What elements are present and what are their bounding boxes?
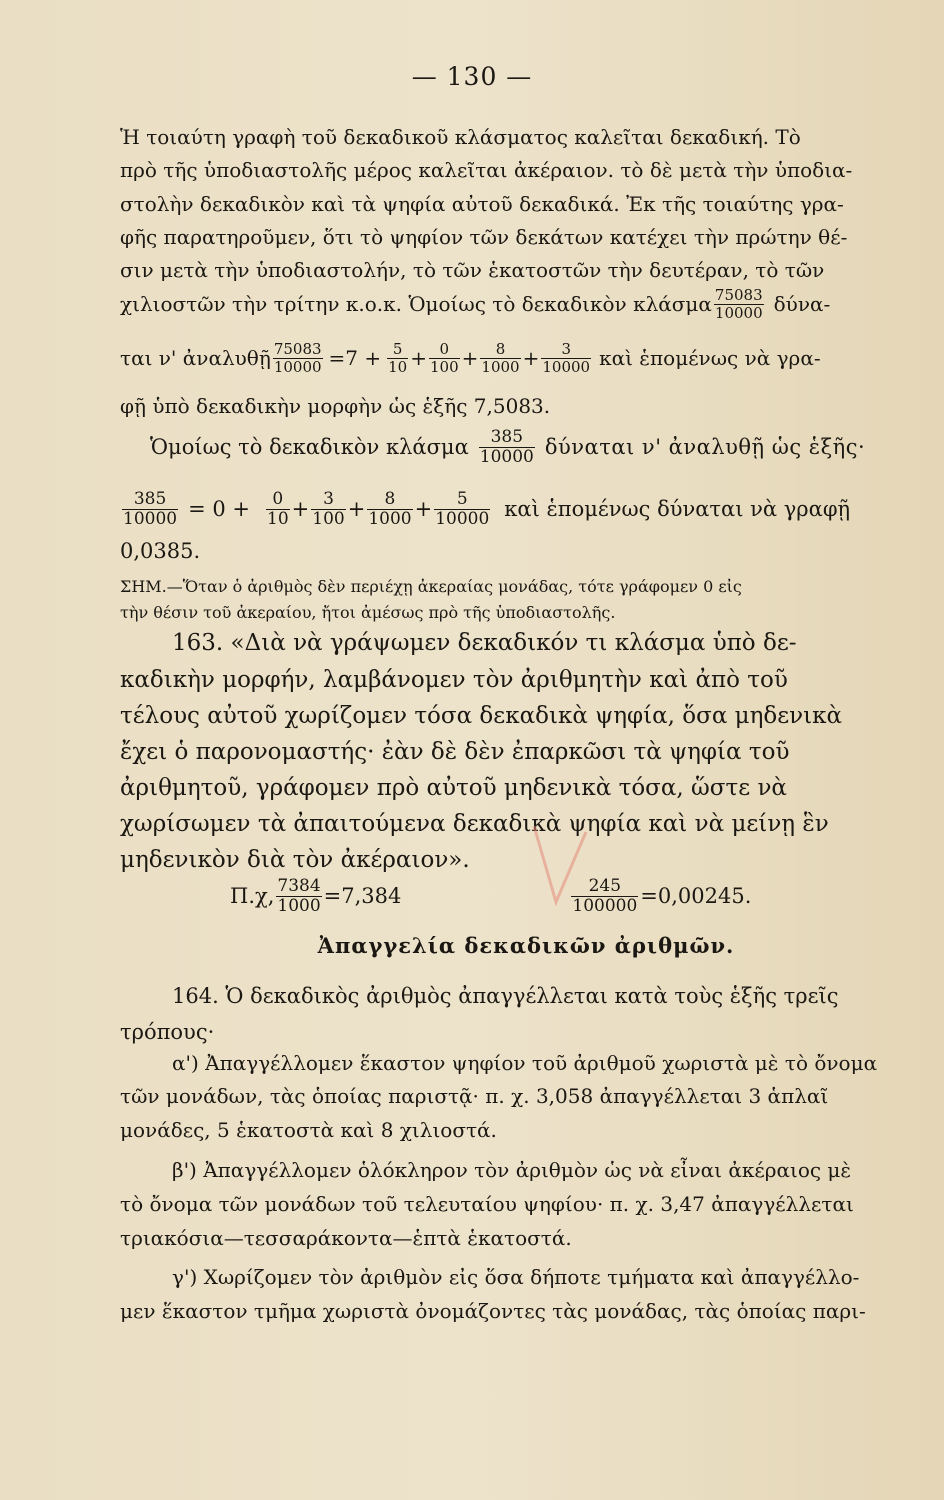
text-line: Ἡ τοιαύτη γραφὴ τοῦ δεκαδικοῦ κλάσματος καλεῖται δεκαδική. Τὸ xyxy=(120,125,801,149)
numerator: 5 xyxy=(392,339,403,358)
text-line: ἔχει ὁ παρονομαστής· ἐὰν δὲ δὲν ἐπαρκῶσι τὰ ψηφία τοῦ xyxy=(120,739,790,765)
numerator: 385 xyxy=(490,426,524,447)
fraction xyxy=(387,341,408,376)
denominator: 100 xyxy=(312,508,345,529)
numerator: 0 xyxy=(439,339,450,358)
fraction xyxy=(480,341,520,376)
note-line: τὴν θέσιν τοῦ ἀκεραίου, ἤτοι ἀμέσως πρὸ τῆς ὑποδιαστολῆς. xyxy=(120,603,616,622)
text-span: δύνα- xyxy=(773,292,831,316)
text-line: πρὸ τῆς ὑποδιαστολῆς μέρος καλεῖται ἀκέραιον. τὸ δὲ μετὰ τὴν ὑποδια- xyxy=(120,158,853,182)
equals-sign: =7 + xyxy=(328,346,382,370)
text-line: τέλους αὐτοῦ χωρίζομεν τόσα δεκαδικὰ ψηφία, ὅσα μηδενικὰ xyxy=(120,703,843,729)
text-line: φῆς παρατηροῦμεν, ὅτι τὸ ψηφίον τῶν δεκάτων κατέχει τὴν πρώτην θέ- xyxy=(120,225,848,249)
denominator: 10 xyxy=(267,508,289,529)
fraction xyxy=(367,490,412,529)
text-span: δύναται ν' ἀναλυθῇ ὡς ἑξῆς· xyxy=(544,435,866,459)
denominator: 100 xyxy=(430,357,459,376)
denominator: 1000 xyxy=(481,357,520,376)
fraction xyxy=(541,341,591,376)
numerator: 8 xyxy=(495,339,506,358)
numerator: 75083 xyxy=(714,285,763,304)
fraction xyxy=(276,877,321,916)
fraction xyxy=(434,490,490,529)
text-line: σιν μετὰ τὴν ὑποδιαστολήν, τὸ τῶν ἑκατοστῶν τὴν δευτέραν, τὸ τῶν xyxy=(120,258,825,282)
text-line: τρόπους· xyxy=(120,1020,215,1044)
text-line-fraction xyxy=(120,422,932,472)
denominator: 10000 xyxy=(542,357,591,376)
fraction xyxy=(714,287,764,322)
plus-sign: + xyxy=(410,346,427,370)
text-span: α') Ἀπαγγέλλομεν ἕκαστον ψηφίον τοῦ ἀριθμοῦ χωριστὰ μὲ τὸ ὄνομα xyxy=(172,1051,878,1075)
page-number: — 130 — xyxy=(411,62,533,91)
numerator: 245 xyxy=(588,875,622,896)
text-span: γ') Χωρίζομεν τὸν ἀριθμὸν εἰς ὅσα δήποτε τμήματα καὶ ἀπαγγέλλο- xyxy=(172,1265,860,1289)
text-line: τριακόσια—τεσσαράκοντα—ἑπτὰ ἑκατοστά. xyxy=(120,1226,572,1250)
fraction xyxy=(479,428,535,467)
plus-sign: + xyxy=(461,346,479,370)
fraction xyxy=(429,341,460,376)
text-line: φῇ ὑπὸ δεκαδικὴν μορφὴν ὡς ἑξῆς 7,5083. xyxy=(120,394,551,418)
equation-line xyxy=(120,484,932,534)
fraction xyxy=(266,490,290,529)
text-line: τῶν μονάδων, τὰς ὁποίας παριστᾷ· π. χ. 3,058 ἀπαγγέλλεται 3 ἁπλαῖ xyxy=(120,1084,829,1108)
text-line xyxy=(120,1264,932,1290)
numerator: 75083 xyxy=(273,339,322,358)
denominator: 10000 xyxy=(435,508,490,529)
text-span: 164. Ὁ δεκαδικὸς ἀριθμὸς ἀπαγγέλλεται κατὰ τοὺς ἑξῆς τρεῖς xyxy=(172,984,839,1008)
text-line: ἀριθμητοῦ, γράφομεν πρὸ αὐτοῦ μηδενικὰ τόσα, ὥστε νὰ xyxy=(120,775,787,801)
text-line xyxy=(120,626,932,660)
plus-sign: + xyxy=(522,346,540,370)
text-span: β') Ἀπαγγέλλομεν ὁλόκληρον τὸν ἀριθμὸν ὡς νὰ εἶναι ἀκέραιος μὲ xyxy=(172,1158,852,1182)
text-span: καὶ ἑπομένως νὰ γρα- xyxy=(599,346,821,370)
result: =7,384 xyxy=(323,884,402,908)
plus-sign: + xyxy=(414,497,433,521)
numerator: 7384 xyxy=(277,875,321,896)
pencil-mark xyxy=(530,820,590,910)
denominator: 10000 xyxy=(714,303,763,322)
text-line: μηδενικὸν διὰ τὸν ἀκέραιον». xyxy=(120,847,470,873)
numerator: 0 xyxy=(272,488,284,509)
text-line xyxy=(120,983,932,1009)
note-line: ΣΗΜ.—Ὅταν ὁ ἀριθμὸς δὲν περιέχῃ ἀκεραίας μονάδας, τότε γράφομεν 0 εἰς xyxy=(120,577,742,596)
example-line xyxy=(120,868,932,924)
text-span: χιλιοστῶν τὴν τρίτην κ.ο.κ. Ὁμοίως τὸ δεκαδικὸν κλάσμα xyxy=(120,292,712,316)
text-line xyxy=(120,1157,932,1183)
text-span: Π.χ, xyxy=(230,884,275,908)
text-line: στολὴν δεκαδικὸν καὶ τὰ ψηφία αὐτοῦ δεκαδικά. Ἐκ τῆς τοιαύτης γρα- xyxy=(120,192,844,216)
page-body xyxy=(120,0,932,1500)
text-span: Ὁμοίως τὸ δεκαδικὸν κλάσμα xyxy=(150,435,469,459)
denominator: 10000 xyxy=(273,357,322,376)
fraction xyxy=(273,341,323,376)
text-line: τὸ ὄνομα τῶν μονάδων τοῦ τελευταίου ψηφίου· π. χ. 3,47 ἀπαγγέλλεται xyxy=(120,1192,854,1216)
numerator: 5 xyxy=(456,488,468,509)
plus-sign: + xyxy=(347,497,366,521)
denominator: 100000 xyxy=(572,895,638,916)
section-heading: Ἀπαγγελία δεκαδικῶν ἀριθμῶν. xyxy=(317,933,735,958)
numerator: 3 xyxy=(561,339,571,358)
denominator: 10000 xyxy=(123,508,178,529)
fraction xyxy=(122,490,178,529)
text-line: καδικὴν μορφήν, λαμβάνομεν τὸν ἀριθμητὴν καὶ ἀπὸ τοῦ xyxy=(120,667,788,693)
denominator: 1000 xyxy=(368,508,412,529)
text-span: 163. «Διὰ νὰ γράψωμεν δεκαδικόν τι κλάσμα ὑπὸ δε- xyxy=(172,630,797,656)
denominator: 1000 xyxy=(277,895,321,916)
denominator: 10000 xyxy=(479,446,534,467)
text-line-fraction xyxy=(120,282,932,326)
text-line: μονάδες, 5 ἑκατοστὰ καὶ 8 χιλιοστά. xyxy=(120,1118,497,1142)
result: =0,00245. xyxy=(640,884,752,908)
text-line xyxy=(120,1050,932,1076)
text-line: χωρίσωμεν τὰ ἀπαιτούμενα δεκαδικὰ ψηφία καὶ νὰ μείνῃ ἓν xyxy=(120,811,829,837)
numerator: 8 xyxy=(384,488,396,509)
text-span: καὶ ἑπομένως δύναται νὰ γραφῇ xyxy=(504,497,851,521)
equation-line xyxy=(120,336,932,380)
equals-sign: = 0 + xyxy=(188,497,250,521)
text-line: μεν ἕκαστον τμῆμα χωριστὰ ὀνομάζοντες τὰς μονάδας, τὰς ὁποίας παρι- xyxy=(120,1299,866,1323)
text-line: 0,0385. xyxy=(120,539,201,563)
numerator: 3 xyxy=(323,488,334,509)
plus-sign: + xyxy=(291,497,310,521)
text-span: ται ν' ἀναλυθῇ xyxy=(120,346,271,370)
fraction xyxy=(311,490,345,529)
numerator: 385 xyxy=(133,488,167,509)
denominator: 10 xyxy=(388,357,408,376)
